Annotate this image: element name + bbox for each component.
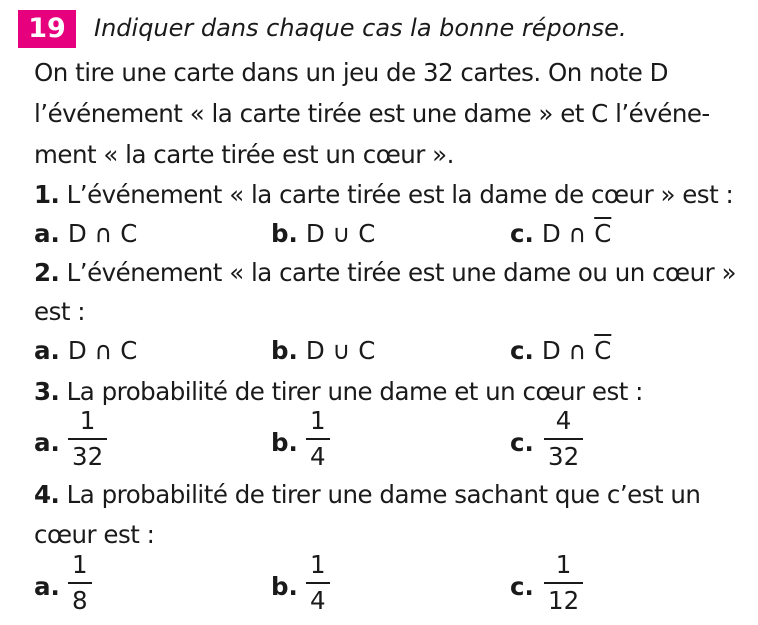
q3-option-a-denominator: 32 (72, 442, 104, 471)
q3-option-b-fraction[interactable] (306, 408, 330, 470)
q4-option-a-numerator: 1 (72, 550, 88, 579)
q3-option-c-label[interactable]: c. (510, 428, 534, 457)
question-2 (34, 258, 736, 287)
question-4-text-line-1: La probabilité de tirer une dame sachant que c’est un (66, 480, 701, 509)
q3-option-c-denominator: 32 (548, 442, 580, 471)
q2-option-c-complement: $\overline{C}$ (594, 336, 612, 365)
fraction-bar (544, 582, 583, 584)
q1-option-a[interactable] (34, 219, 137, 248)
q1-option-a-label: a. (34, 219, 60, 248)
fraction-bar (306, 582, 330, 584)
q4-option-c-denominator: 12 (548, 586, 580, 615)
q2-option-b-label: b. (271, 336, 298, 365)
q4-option-c-fraction[interactable] (544, 552, 583, 614)
q4-option-b-label[interactable]: b. (271, 572, 298, 601)
q4-option-a-label[interactable]: a. (34, 572, 60, 601)
q4-option-b-fraction[interactable] (306, 552, 330, 614)
question-3-text: La probabilité de tirer une dame et un cœur est : (66, 377, 643, 406)
q2-option-c-label: c. (510, 336, 534, 365)
q2-option-b-value: D ∪ C (305, 336, 376, 365)
q3-option-b-numerator: 1 (310, 406, 326, 435)
q3-option-a-numerator: 1 (79, 406, 96, 435)
q3-option-c-fraction[interactable] (544, 408, 583, 470)
q4-option-b-numerator: 1 (310, 550, 326, 579)
fraction-bar (68, 582, 92, 584)
intro-line-3: ment « la carte tirée est un cœur ». (34, 140, 454, 169)
q2-option-b[interactable] (271, 336, 375, 365)
q1-option-a-value: D ∩ C (67, 219, 138, 248)
q3-option-b-label[interactable]: b. (271, 428, 298, 457)
q2-option-c-value: D ∩ (541, 336, 595, 365)
question-4 (34, 480, 700, 509)
fraction-bar (544, 438, 583, 440)
q3-option-a-label[interactable]: a. (34, 428, 60, 457)
q1-option-b-value: D ∪ C (305, 219, 376, 248)
intro-line-2: l’événement « la carte tirée est une dame » et C l’événe- (34, 99, 710, 128)
q1-option-c[interactable] (510, 219, 611, 248)
exercise-instruction: Indiquer dans chaque cas la bonne réponse. (94, 14, 627, 42)
question-2-text-line-2: est : (34, 297, 85, 326)
q4-option-c-label[interactable]: c. (510, 572, 534, 601)
q2-option-a[interactable] (34, 336, 137, 365)
fraction-bar (306, 438, 330, 440)
q1-option-b-label: b. (271, 219, 298, 248)
q2-option-a-label: a. (34, 336, 60, 365)
q2-option-a-value: D ∩ C (67, 336, 138, 365)
q1-option-b[interactable] (271, 219, 375, 248)
q4-option-a-fraction[interactable] (68, 552, 92, 614)
q4-option-b-denominator: 4 (310, 586, 326, 615)
question-1-number: 1. (34, 180, 60, 209)
q3-option-b-denominator: 4 (310, 442, 326, 471)
question-1 (34, 180, 733, 209)
intro-line-1: On tire une carte dans un jeu de 32 cartes. On note D (34, 58, 668, 87)
question-3-number: 3. (34, 377, 60, 406)
question-4-number: 4. (34, 480, 60, 509)
q2-option-c[interactable] (510, 336, 611, 365)
q4-option-c-numerator: 1 (555, 550, 572, 579)
question-3 (34, 377, 643, 406)
exercise-number-badge: 19 (18, 10, 76, 48)
fraction-bar (68, 438, 107, 440)
question-4-text-line-2: cœur est : (34, 520, 155, 549)
q1-option-c-label: c. (510, 219, 534, 248)
q1-option-c-value: D ∩ (541, 219, 595, 248)
q4-option-a-denominator: 8 (72, 586, 88, 615)
question-2-number: 2. (34, 258, 60, 287)
q3-option-a-fraction[interactable] (68, 408, 107, 470)
q3-option-c-numerator: 4 (555, 406, 572, 435)
q1-option-c-complement: $\overline{C}$ (594, 219, 612, 248)
question-1-text: L’événement « la carte tirée est la dame de cœur » est : (66, 180, 734, 209)
question-2-text-line-1: L’événement « la carte tirée est une dame ou un cœur » (66, 258, 736, 287)
